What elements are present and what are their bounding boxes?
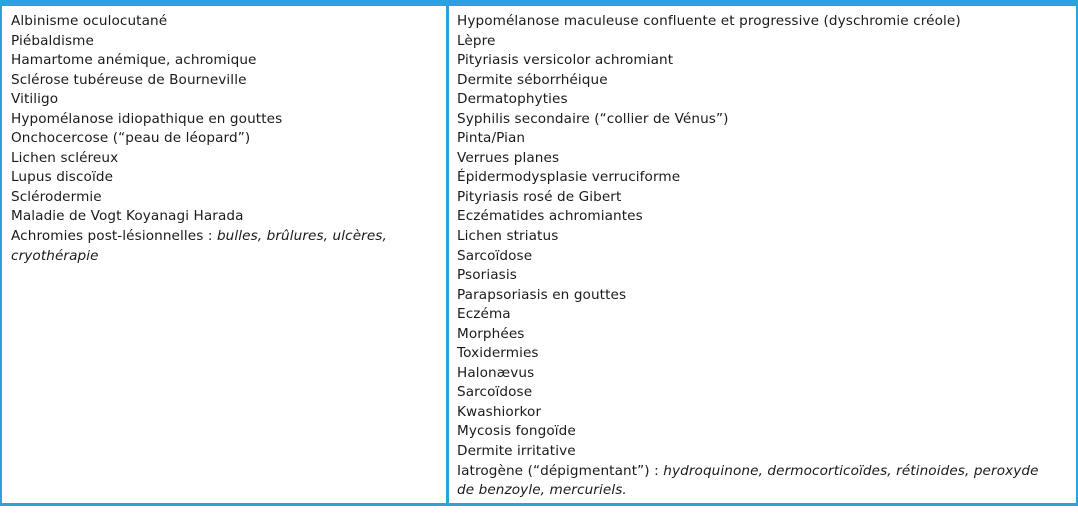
list-item: Pinta/Pian: [457, 130, 526, 147]
left-column: [2, 6, 449, 503]
list-item: Toxidermies: [457, 345, 539, 362]
list-item: Syphilis secondaire (“collier de Vénus”): [457, 110, 729, 127]
list-item: Sarcoïdose: [457, 247, 533, 264]
list-item: Dermite irritative: [457, 443, 576, 460]
list-item: Hamartome anémique, achromique: [11, 52, 257, 69]
list-item: Mycosis fongoïde: [457, 423, 576, 440]
list-item: Sclérose tubéreuse de Bourneville: [11, 71, 247, 88]
list-item-iatrogenic: [457, 462, 1057, 501]
list-item: Piébaldisme: [11, 32, 94, 49]
list-item: Pityriasis rosé de Gibert: [457, 188, 622, 205]
list-item: Albinisme oculocutané: [11, 13, 168, 29]
list-item: Lèpre: [457, 32, 496, 49]
list-item: Épidermodysplasie verruciforme: [457, 169, 681, 186]
list-item: Lichen striatus: [457, 228, 559, 245]
list-item: Eczématides achromiantes: [457, 208, 643, 225]
list-item: Verrues planes: [457, 149, 560, 166]
item-italic-detail: hydroquinone, dermocorticoïdes, rétinoides, peroxyde de benzoyle, mercuriels.: [457, 462, 1039, 499]
item-prefix: Iatrogène (“dépigmentant”) :: [457, 462, 664, 479]
list-item: Psoriasis: [457, 267, 517, 284]
list-item: Onchocercose (“peau de léopard”): [11, 130, 251, 147]
list-item: Hypomélanose idiopathique en gouttes: [11, 110, 283, 127]
list-item: Dermite séborrhéique: [457, 71, 608, 88]
list-item: Parapsoriasis en gouttes: [457, 286, 627, 303]
list-item: Hypomélanose maculeuse confluente et progressive (dyschromie créole): [457, 13, 961, 29]
list-item: Pityriasis versicolor achromiant: [457, 52, 674, 69]
list-item: Halonævus: [457, 364, 535, 381]
item-italic-detail: bulles, brûlures, ulcères, cryothérapie: [11, 228, 387, 264]
list-item: Vitiligo: [11, 91, 59, 108]
list-item: Dermatophyties: [457, 91, 568, 108]
list-item: Maladie de Vogt Koyanagi Harada: [11, 208, 244, 225]
list-item: Sclérodermie: [11, 188, 102, 205]
list-item: Lichen scléreux: [11, 149, 119, 166]
list-item-post-lesional: [11, 227, 411, 266]
list-item: Kwashiorkor: [457, 403, 542, 420]
list-item: Eczéma: [457, 306, 511, 323]
right-column: [449, 6, 1076, 503]
list-item: Morphées: [457, 325, 525, 342]
list-item: Lupus discoïde: [11, 169, 114, 186]
list-item: Sarcoïdose: [457, 384, 533, 401]
item-prefix: Achromies post-lésionnelles :: [11, 228, 217, 245]
